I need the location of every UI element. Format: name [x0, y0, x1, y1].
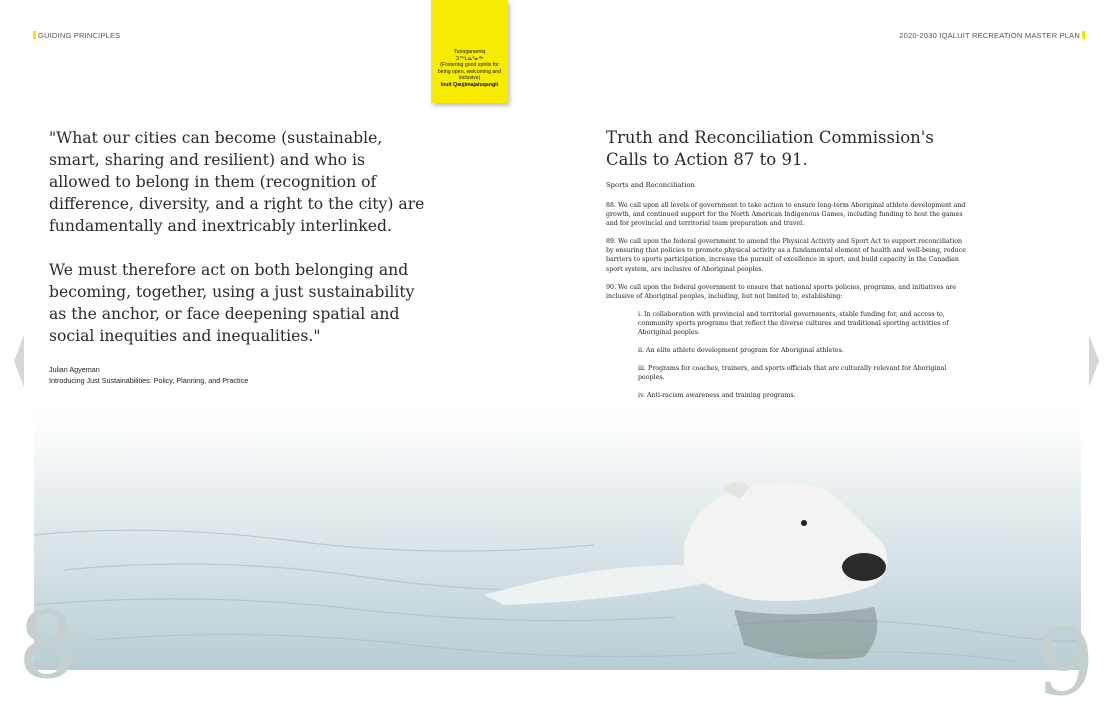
- section-title-line: Truth and Reconciliation Commission's: [606, 128, 934, 147]
- quote-paragraph: "What our cities can become (sustainable, smart, sharing and resilient) and who is allowed to belong in them (recognition of difference, diversity, and a right to the city) are fundamentally and inextricably interlinked.: [49, 129, 425, 235]
- header-document-title: 2020-2030 IQALUIT RECREATION MASTER PLAN: [899, 31, 1080, 40]
- list-item: i. In collaboration with provincial and territorial governments, stable funding for, and access to, community sports programs that reflect the diverse cultures and traditional sporting activities of Aboriginal peoples.: [638, 310, 949, 337]
- sticky-note-category: Inuit Qaujimajatuqangit: [440, 81, 499, 88]
- call-to-action-88: 88. We call upon all levels of government to take action to ensure long-term Aboriginal athlete development and growth, and continued support for the North American Indigenous Games, including funding to host the games and for provincial and territorial team preparation and travel.: [606, 202, 966, 228]
- quote-source: Introducing Just Sustainabilities: Policy, Planning, and Practice: [49, 375, 249, 385]
- pull-quote: [49, 127, 429, 369]
- section-subtitle: Sports and Reconciliation: [606, 181, 695, 189]
- call-to-action-90: 90. We call upon the federal government to ensure that national sports policies, programs, and initiatives are inclusive of Aboriginal peoples, including, but not limited to, establishing:: [606, 283, 957, 300]
- list-item: iv. Anti-racism awareness and training programs.: [638, 392, 796, 400]
- header-right: [899, 31, 1087, 40]
- sticky-note: [431, 0, 508, 103]
- header-accent-mark: [1082, 31, 1085, 39]
- chevron-left-icon[interactable]: [14, 335, 24, 387]
- header-left: [31, 31, 120, 40]
- header-section-title: GUIDING PRINCIPLES: [38, 31, 121, 40]
- list-item: iii. Programs for coaches, trainers, and sports officials that are culturally relevant for Aboriginal peoples.: [638, 365, 947, 382]
- sticky-note-syllabics: ᑐᙵᓇᕐᓂᖅ: [455, 55, 484, 62]
- list-item: ii. An elite athlete development program for Aboriginal athletes.: [638, 347, 844, 355]
- calls-to-action-body: [606, 201, 968, 410]
- quote-attribution: [49, 365, 248, 386]
- sticky-note-description: (Fostering good spirits for being open, welcoming and inclusive): [437, 62, 502, 82]
- section-title-line: Calls to Action 87 to 91.: [606, 150, 808, 169]
- page-number-left: 8: [18, 592, 77, 699]
- page-number-right: 9: [1036, 609, 1095, 716]
- chevron-right-icon[interactable]: [1089, 335, 1099, 387]
- sticky-note-title: Tunnganarniq: [453, 49, 486, 55]
- quote-paragraph: We must therefore act on both belonging and becoming, together, using a just sustainability as the anchor, or face deepening spatial and social inequities and inequalities.": [49, 261, 415, 345]
- quote-author: Julian Agyeman: [49, 365, 100, 374]
- header-accent-mark: [33, 31, 36, 39]
- polar-bear-photo: [34, 395, 1081, 670]
- call-to-action-89: 89. We call upon the federal government to amend the Physical Activity and Sport Act to support reconciliation by ensuring that policies to promote physical activity as a fundamental element of health and well-being, reduce barriers to sports participation, increase the pursuit of excellence in sport, and build capacity in the Canadian sport system, are inclusive of Aboriginal peoples.: [606, 238, 966, 273]
- section-title: [606, 127, 966, 171]
